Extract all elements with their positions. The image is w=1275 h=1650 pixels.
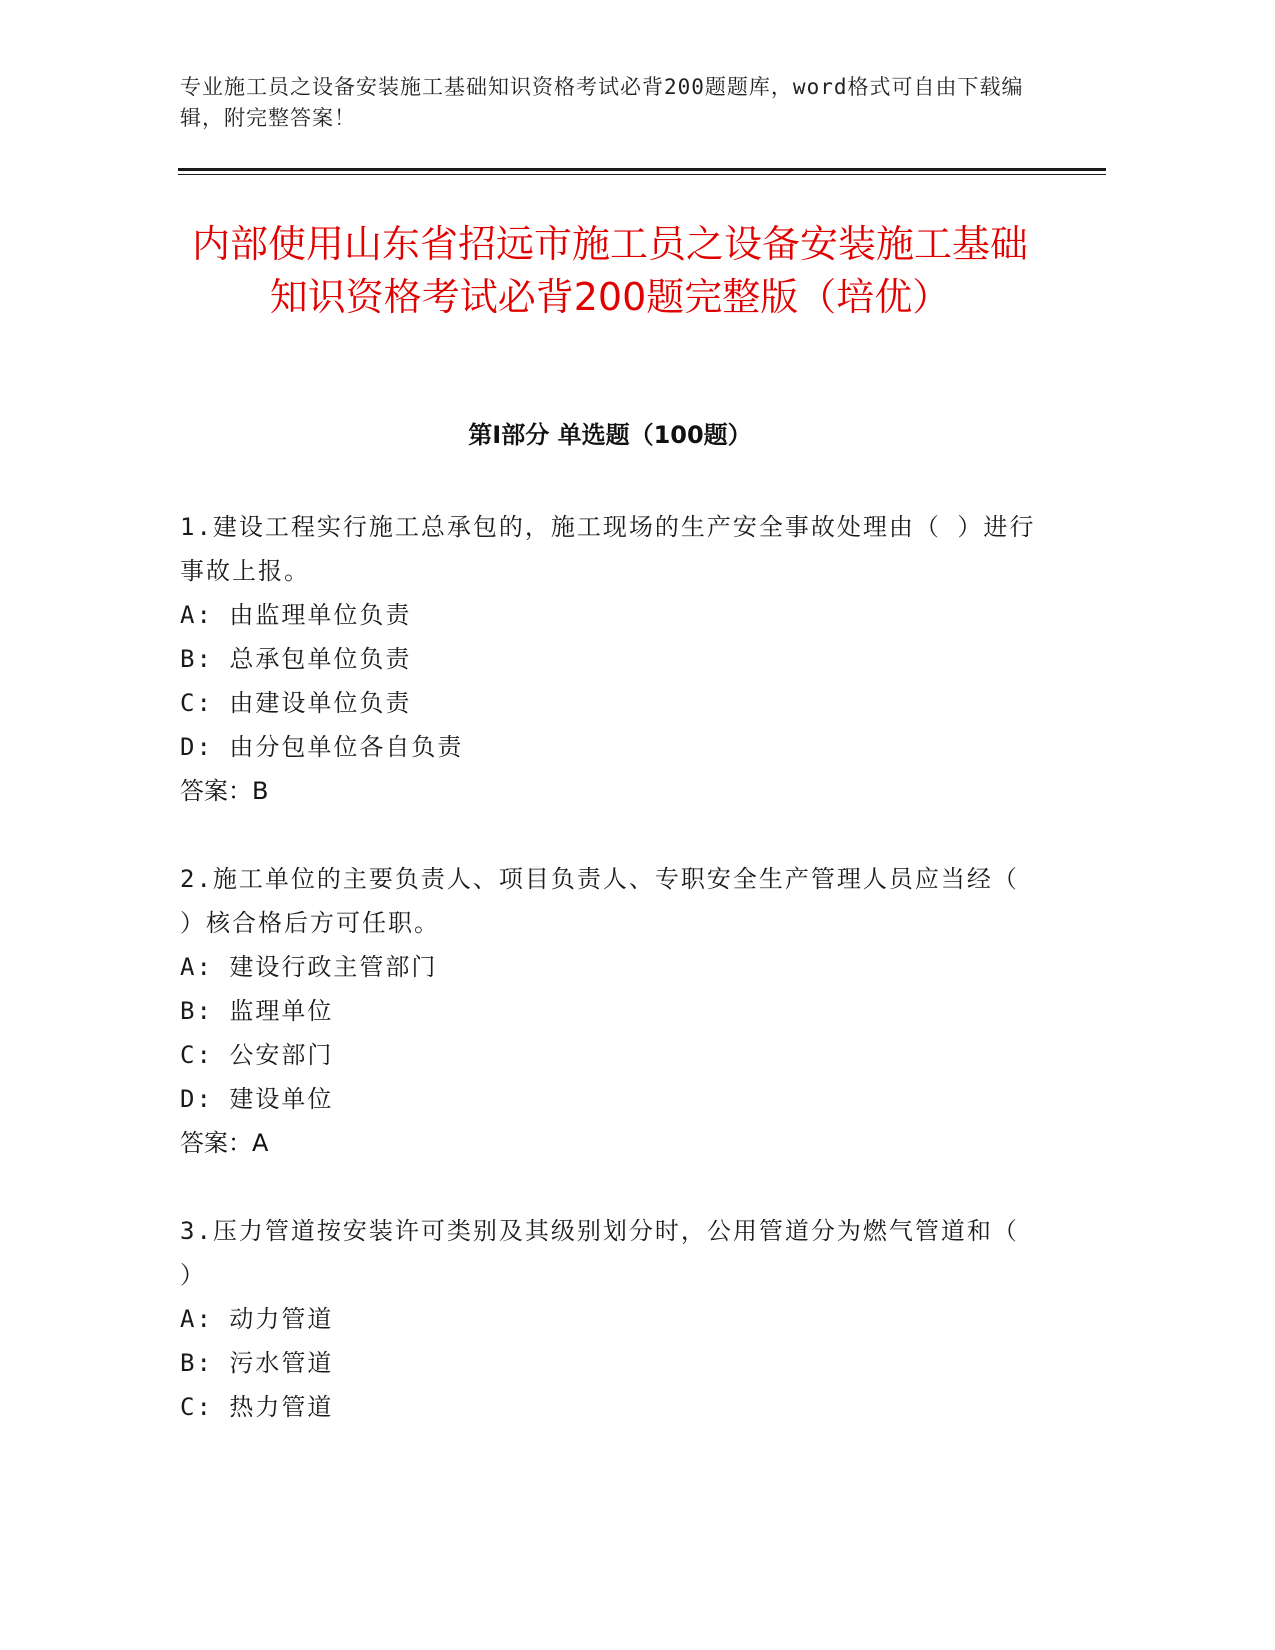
header-divider-thick <box>178 168 1106 171</box>
question-option-d: D: 建设单位 <box>180 1085 334 1113</box>
question-option-c: C: 公安部门 <box>180 1041 334 1069</box>
question-item <box>180 505 1040 813</box>
question-option-c: C: 热力管道 <box>180 1393 334 1421</box>
question-option-b: B: 污水管道 <box>180 1349 334 1377</box>
question-option-a: A: 由监理单位负责 <box>180 601 412 629</box>
question-answer: 答案：A <box>180 1129 269 1157</box>
question-option-a: A: 动力管道 <box>180 1305 334 1333</box>
question-option-d: D: 由分包单位各自负责 <box>180 733 464 761</box>
header-note: 专业施工员之设备安装施工基础知识资格考试必背200题题库，word格式可自由下载编辑，附完整答案！ <box>180 75 1024 130</box>
question-answer: 答案：B <box>180 777 269 805</box>
document-title: 内部使用山东省招远市施工员之设备安装施工基础知识资格考试必背200题完整版（培优） <box>191 222 1028 319</box>
question-stem: 2.施工单位的主要负责人、项目负责人、专职安全生产管理人员应当经（ ）核合格后方可任职。 <box>180 865 1019 937</box>
section-heading: 第Ⅰ部分 单选题（100题） <box>468 421 752 449</box>
question-option-b: B: 监理单位 <box>180 997 334 1025</box>
question-item <box>180 1209 1040 1429</box>
header-divider-thin <box>178 174 1106 175</box>
question-list <box>180 505 1040 1473</box>
question-option-b: B: 总承包单位负责 <box>180 645 412 673</box>
question-option-a: A: 建设行政主管部门 <box>180 953 438 981</box>
question-stem: 3.压力管道按安装许可类别及其级别划分时，公用管道分为燃气管道和（ ） <box>180 1217 1019 1289</box>
question-stem: 1.建设工程实行施工总承包的，施工现场的生产安全事故处理由（ ）进行事故上报。 <box>180 513 1036 585</box>
question-item <box>180 857 1040 1165</box>
question-option-c: C: 由建设单位负责 <box>180 689 412 717</box>
